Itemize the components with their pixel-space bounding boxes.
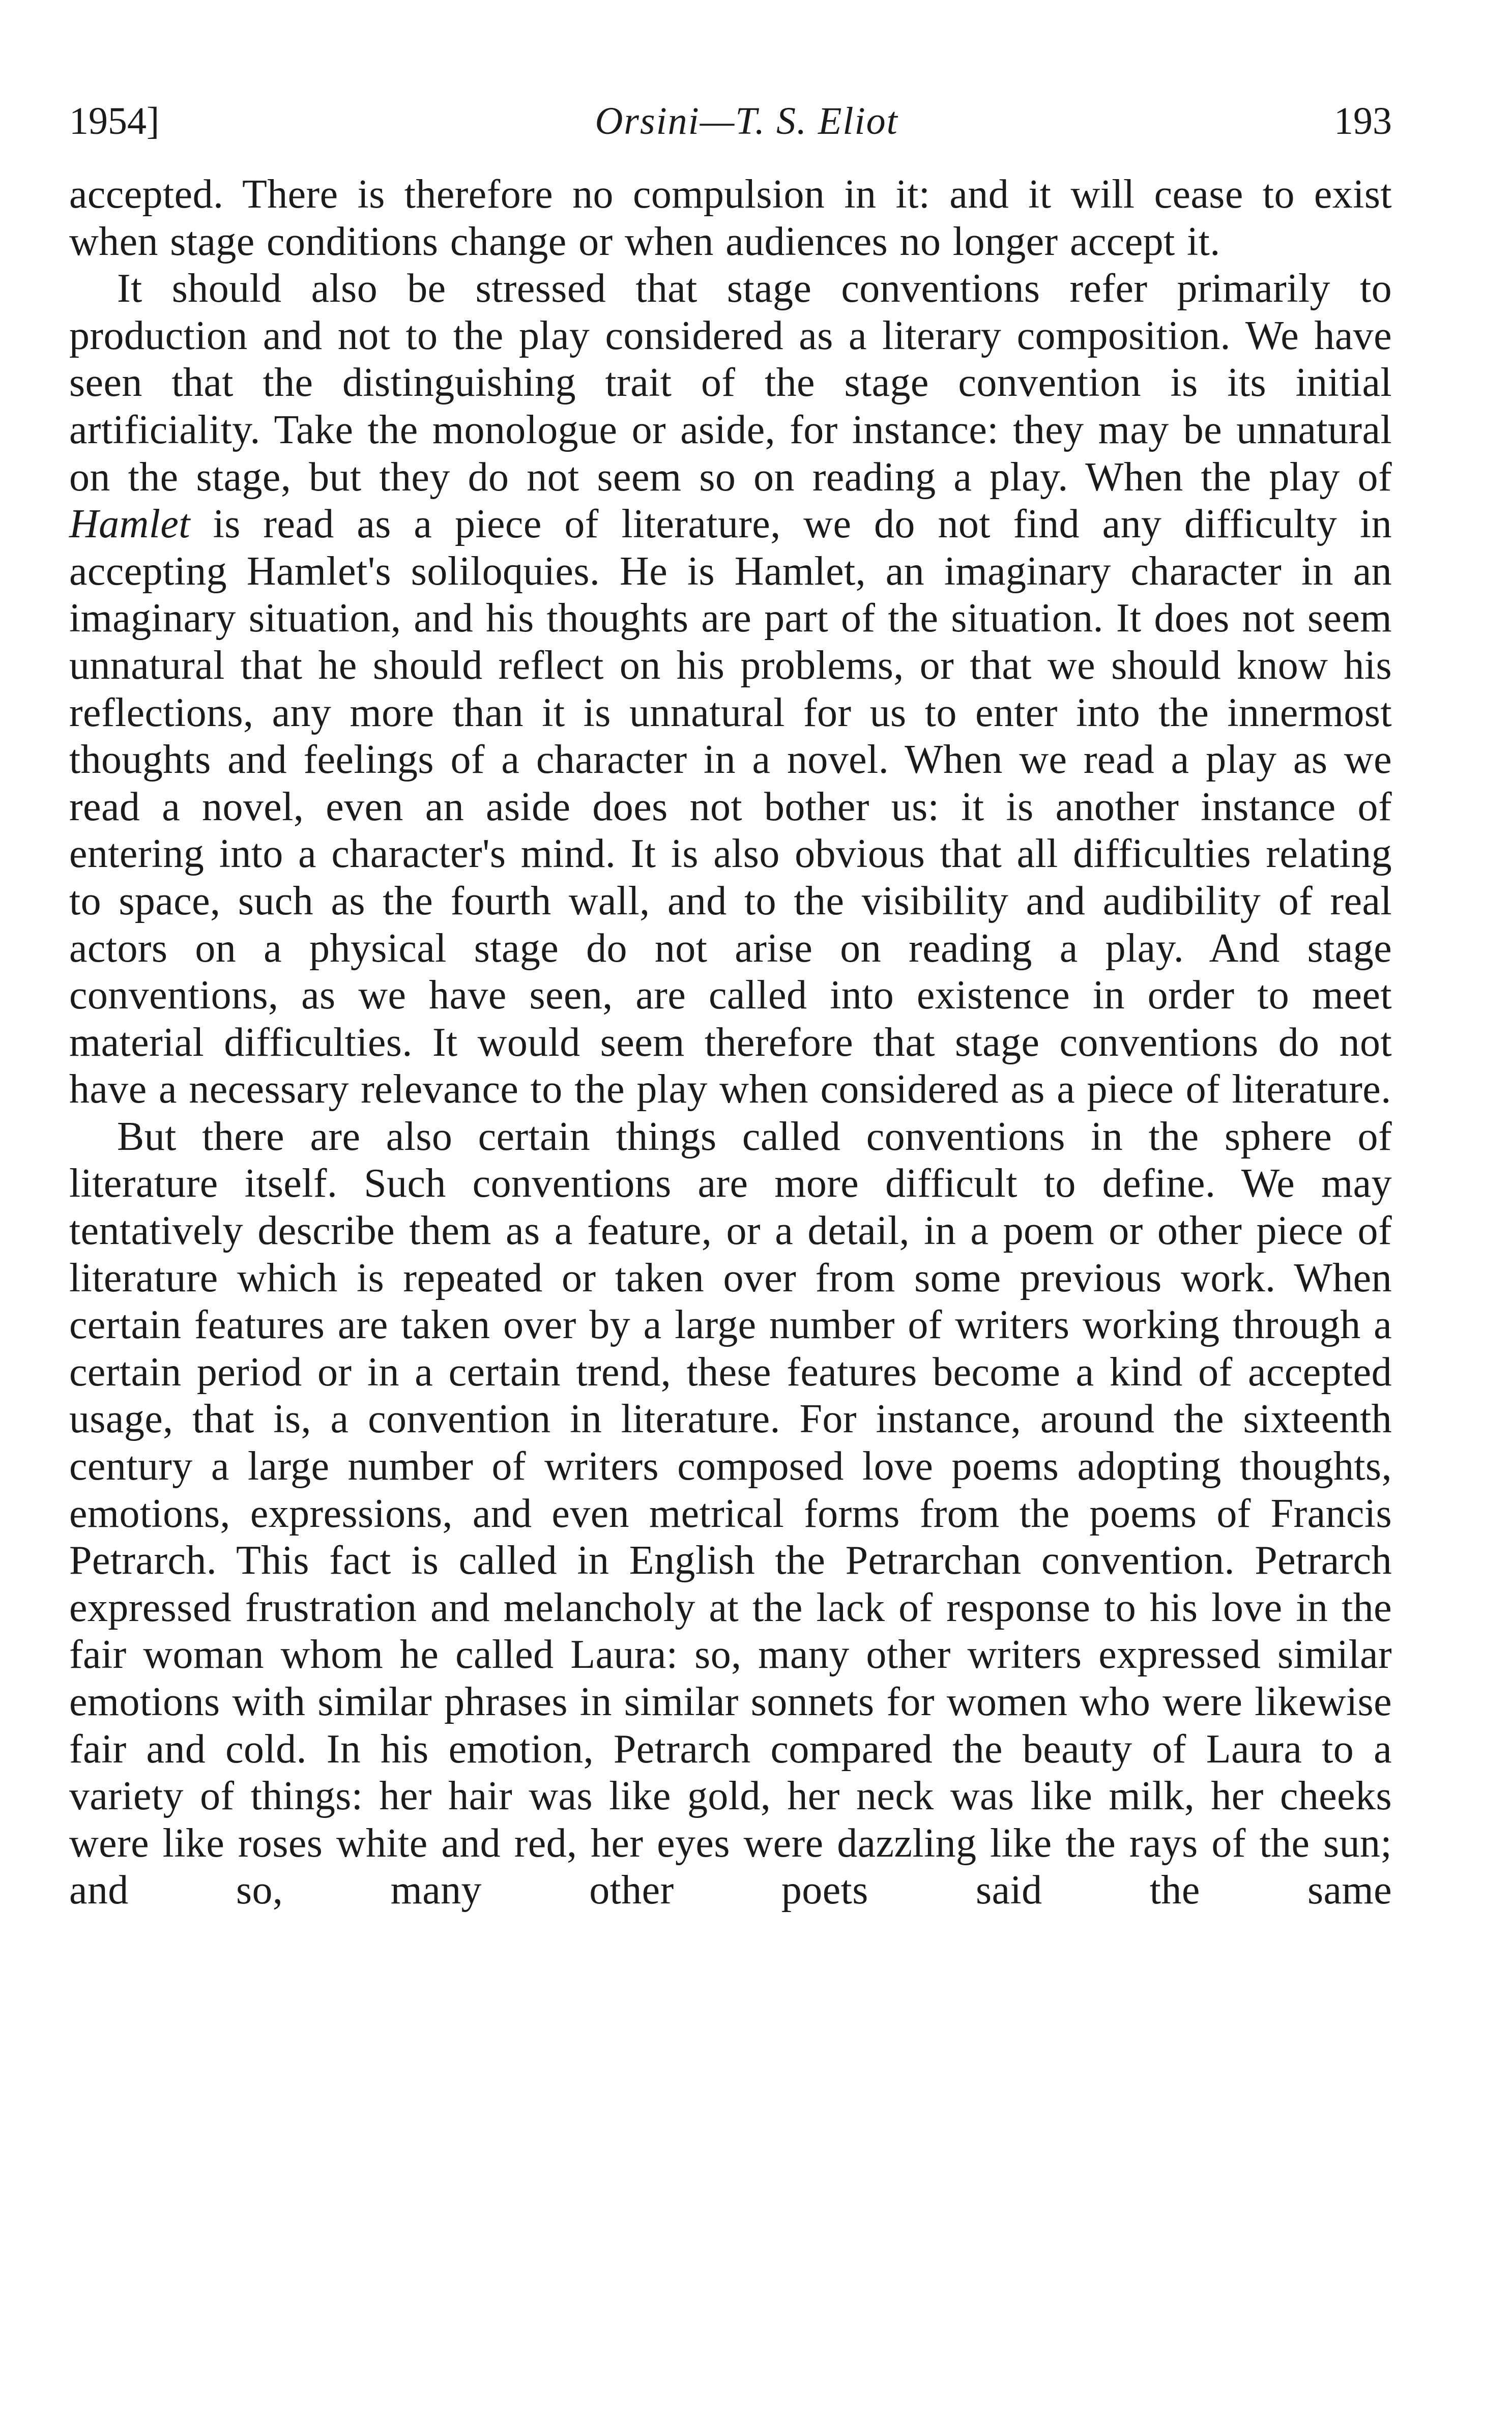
running-head bbox=[69, 102, 1392, 140]
volume-year: 1954] bbox=[69, 100, 160, 142]
paragraph-text: But there are also certain things called conventions in the sphere of literature itself. Such conventions are more difficult to define. We may tentatively describe them as a feature, or a detail, in a poem or other piece of literature which is repeated or taken over from some previous work. When certain features are taken over by a large number of writers working through a certain period or in a certain trend, these features become a kind of accepted usage, that is, a convention in literature. For instance, around the sixteenth century a large number of writers composed love poems adopting thoughts, emotions, expressions, and even metrical forms from the poems of Francis Petrarch. This fact is called in English the Petrarchan convention. Petrarch expressed frustration and melancholy at the lack of response to his love in the fair woman whom he called Laura: so, many other writers expressed similar emotions with similar phrases in similar sonnets for women who were likewise fair and cold. In his emotion, Petrarch compared the beauty of Laura to a variety of things: her hair was like gold, her neck was like milk, her cheeks were like roses white and red, her eyes were dazzling like the rays of the sun; and so, many other poets said the same bbox=[69, 1114, 1392, 1913]
paragraph-stage-conventions bbox=[69, 265, 1392, 1113]
page-number: 193 bbox=[1334, 100, 1392, 142]
paragraph-text: accepted. There is therefore no compulsion in it: and it will cease to exist when stage conditions change or when audiences no longer accept it. bbox=[69, 172, 1392, 264]
play-title-italic: Hamlet bbox=[69, 502, 190, 547]
paragraph-literary-conventions bbox=[69, 1113, 1392, 1914]
paragraph-continuation bbox=[69, 171, 1392, 265]
running-title: Orsini—T. S. Eliot bbox=[595, 100, 898, 142]
page bbox=[69, 102, 1392, 1914]
paragraph-text: is read as a piece of literature, we do not find any difficulty in accepting Hamlet's soliloquies. He is Hamlet, an imaginary character in an imaginary situation, and his thoughts are part of the situation. It does not seem unnatural that he should reflect on his problems, or that we should know his reflections, any more than it is unnatural for us to enter into the innermost thoughts and feelings of a character in a novel. When we read a play as we read a novel, even an aside does not bother us: it is another instance of entering into a character's mind. It is also obvious that all difficulties relating to space, such as the fourth wall, and to the visibility and audibility of real actors on a physical stage do not arise on reading a play. And stage conventions, as we have seen, are called into existence in order to meet material difficulties. It would seem therefore that stage conventions do not have a necessary relevance to the play when considered as a piece of literature. bbox=[69, 502, 1392, 1112]
paragraph-text: It should also be stressed that stage conventions refer primarily to production and not to the play considered as a literary composition. We have seen that the distinguishing trait of the stage convention is its initial artificiality. Take the monologue or aside, for instance: they may be unnatural on the stage, but they do not seem so on reading a play. When the play of bbox=[69, 266, 1392, 500]
body-text bbox=[69, 171, 1392, 1914]
